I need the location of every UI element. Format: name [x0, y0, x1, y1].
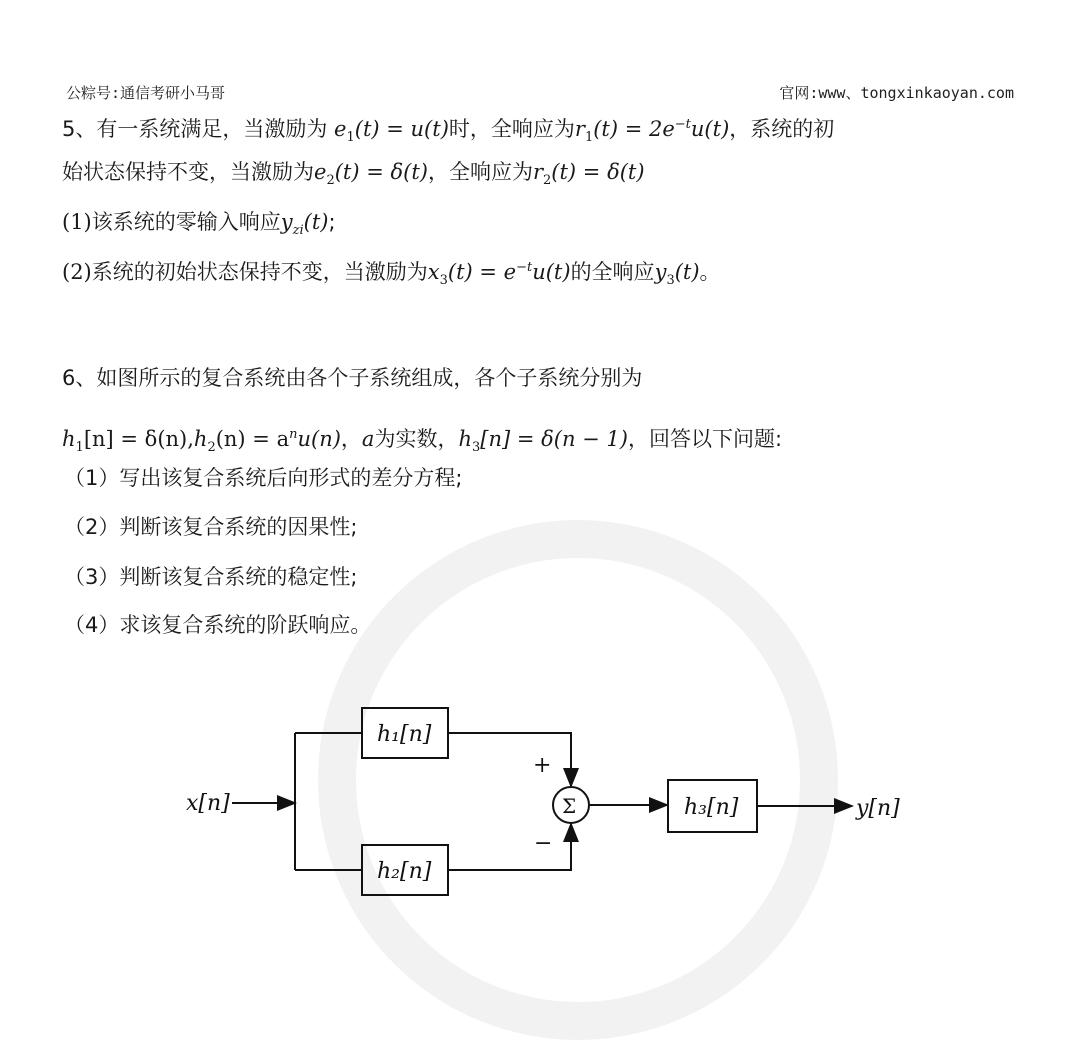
- q5-line1: 5、有一系统满足，当激励为 $e_1(t) = u(t)$时，全响应为$r_1(t) = 2e^{-t}u(t)$，系统的初: [62, 117, 835, 146]
- q6-line2: $h_1[n] = \delta(n),h_2(n) = a^nu(n)$，a为实数，$h_3[n] = \delta(n - 1)$，回答以下问题:: [62, 427, 783, 456]
- h3-label: h₃[n]: [684, 795, 739, 820]
- input-label: x[n]: [186, 791, 230, 816]
- q6-item-3: （3）判断该复合系统的稳定性;: [64, 565, 358, 589]
- q5-line2: 始状态保持不变，当激励为$e_2(t) = \delta(t)$，全响应为$r_2(t) = \delta(t)$: [62, 160, 645, 189]
- q5-part1: (1)该系统的零输入响应$y_{zi}(t)$;: [62, 210, 336, 239]
- header-right: 官网:www、tongxinkaoyan.com: [779, 84, 1014, 102]
- header-left: 公粽号:通信考研小马哥: [66, 84, 226, 102]
- q6-line1: 6、如图所示的复合系统由各个子系统组成，各个子系统分别为: [62, 366, 643, 390]
- q6-item-2: （2）判断该复合系统的因果性;: [64, 515, 358, 539]
- minus-sign: −: [534, 831, 553, 856]
- output-label: y[n]: [856, 796, 900, 821]
- q6-item-4: （4）求该复合系统的阶跃响应。: [64, 613, 372, 637]
- h1-label: h₁[n]: [377, 722, 432, 747]
- h2-label: h₂[n]: [377, 859, 432, 884]
- sigma-symbol: Σ: [562, 794, 577, 818]
- q6-item-1: （1）写出该复合系统后向形式的差分方程;: [64, 466, 463, 490]
- q5-part2: (2)系统的初始状态保持不变，当激励为$x_3(t) = e^{-t}u(t)$的全响应$y_3(t)$。: [62, 260, 721, 289]
- plus-sign: +: [533, 753, 552, 778]
